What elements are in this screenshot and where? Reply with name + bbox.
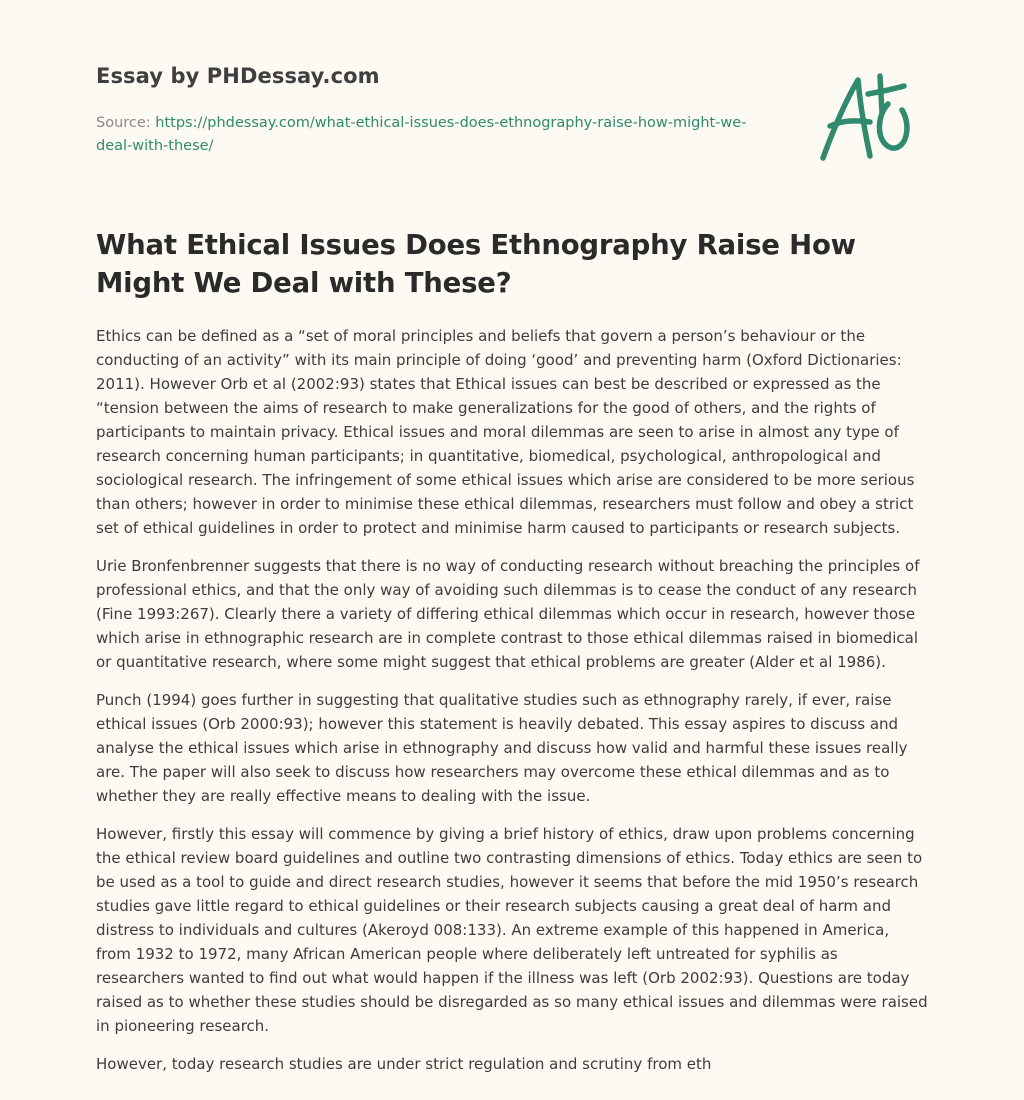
- site-title: Essay by PHDessay.com: [96, 64, 380, 88]
- essay-paragraph: Punch (1994) goes further in suggesting that qualitative studies such as ethnography rarely, if ever, raise ethical issues (Orb 2000:93); however this statement is heavily debated. This essay aspires to discuss and analyse the ethical issues which arise in ethnography and discuss how valid and harmful these issues really are. The paper will also seek to discuss how researchers may overcome these ethical dilemmas and as to whether they are really effective means to dealing with the issue.: [96, 691, 908, 805]
- essay-body: [96, 324, 928, 1076]
- essay-paragraph: However, firstly this essay will commence by giving a brief history of ethics, draw upon problems concerning the ethical review board guidelines and outline two contrasting dimensions of ethics. Today ethics are seen to be used as a tool to guide and direct research studies, however it seems that before the mid 1950’s research studies gave little regard to ethical guidelines or their research subjects causing a great deal of harm and distress to individuals and cultures (Akeroyd 008:133). An extreme example of this happened in America, from 1932 to 1972, many African American people where deliberately left untreated for syphilis as researchers wanted to find out what would happen if the illness was left (Orb 2002:93). Questions are today raised as to whether these studies should be disregarded as so many ethical issues and dilemmas were raised in pioneering research.: [96, 825, 928, 1035]
- essay-paragraph: However, today research studies are under strict regulation and scrutiny from eth: [96, 1055, 712, 1073]
- source-link[interactable]: https://phdessay.com/what-ethical-issues-does-ethnography-raise-how-might-we-deal-with-these/: [96, 115, 747, 154]
- essay-paragraph: Ethics can be defined as a “set of moral principles and beliefs that govern a person’s behaviour or the conducting of an activity” with its main principle of doing ‘good’ and preventing harm (Oxford Dictionaries: 2011). However Orb et al (2002:93) states that Ethical issues can best be described or expressed as the “tension between the aims of research to make generalizations for the good of others, and the rights of participants to maintain privacy. Ethical issues and moral dilemmas are seen to arise in almost any type of research concerning human participants; in quantitative, biomedical, psychological, anthropological and sociological research. The infringement of some ethical issues which arise are considered to be more serious than others; however in order to minimise these ethical dilemmas, researchers must follow and obey a strict set of ethical guidelines in order to protect and minimise harm caused to participants or research subjects.: [96, 327, 915, 537]
- source-line: [96, 112, 776, 158]
- essay-paragraph: Urie Bronfenbrenner suggests that there is no way of conducting research without breaching the principles of professional ethics, and that the only way of avoiding such dilemmas is to cease the conduct of any research (Fine 1993:267). Clearly there a variety of differing ethical dilemmas which occur in research, however those which arise in ethnographic research are in complete contrast to those ethical dilemmas raised in biomedical or quantitative research, where some might suggest that ethical problems are greater (Alder et al 1986).: [96, 557, 920, 671]
- page-header: [96, 0, 928, 190]
- a-plus-logo-icon: [810, 66, 920, 170]
- source-label: Source:: [96, 115, 151, 131]
- essay-title: What Ethical Issues Does Ethnography Raise How Might We Deal with These?: [96, 229, 856, 299]
